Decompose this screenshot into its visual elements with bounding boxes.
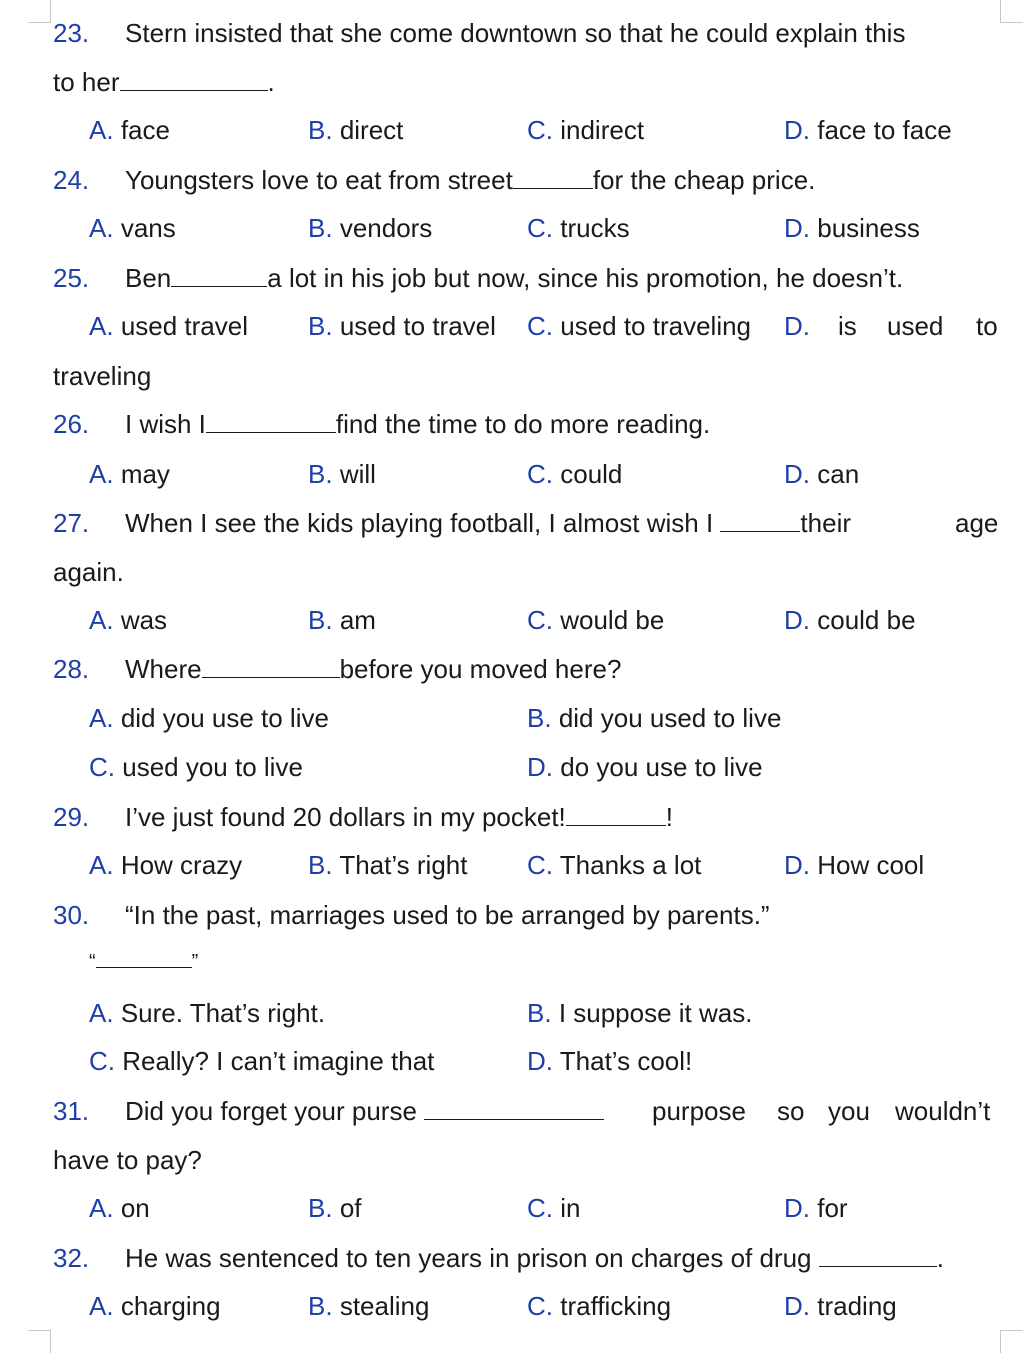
- question-text: for the cheap price.: [592, 165, 816, 195]
- question-number: 26.: [53, 409, 90, 439]
- option-letter: A.: [89, 311, 114, 341]
- option-text: could be: [817, 605, 916, 635]
- page-corner-mark: [1000, 1330, 1023, 1353]
- answer-blank: [424, 1093, 604, 1120]
- option-text: did you used to live: [558, 703, 782, 733]
- option-letter: A.: [89, 998, 114, 1028]
- option-letter: A.: [89, 213, 114, 243]
- question-text: their: [800, 508, 851, 538]
- option-text: on: [120, 1193, 150, 1223]
- option-letter: C.: [89, 752, 115, 782]
- question-text: “In the past, marriages used to be arranged by parents.”: [125, 900, 770, 930]
- option-a[interactable]: [89, 1190, 150, 1226]
- option-text: stealing: [339, 1291, 430, 1321]
- option-d[interactable]: [784, 308, 998, 344]
- option-letter: C.: [527, 1193, 553, 1223]
- option-c[interactable]: [527, 308, 751, 344]
- option-text: business: [817, 213, 920, 243]
- option-text: traveling: [53, 361, 152, 391]
- option-text: charging: [120, 1291, 221, 1321]
- option-letter: C.: [527, 1291, 553, 1321]
- option-a[interactable]: [89, 1288, 221, 1324]
- option-text: vendors: [339, 213, 433, 243]
- option-b[interactable]: [308, 308, 496, 344]
- question-text: again.: [53, 557, 124, 587]
- option-text: used to travel: [339, 311, 496, 341]
- question-number: 29.: [53, 802, 90, 832]
- option-letter: D.: [784, 850, 810, 880]
- question-text: Youngsters love to eat from street: [125, 165, 513, 195]
- answer-blank: [96, 945, 192, 968]
- page-corner-mark: [1000, 0, 1023, 23]
- option-letter: B.: [308, 459, 333, 489]
- option-letter: B.: [308, 1291, 333, 1321]
- option-text: used you to live: [122, 752, 303, 782]
- option-a[interactable]: [89, 210, 176, 246]
- option-text: may: [120, 459, 170, 489]
- option-text: used to traveling: [560, 311, 752, 341]
- option-text: trafficking: [560, 1291, 672, 1321]
- option-d[interactable]: [784, 602, 916, 638]
- question-text: age: [955, 508, 999, 538]
- answer-blank: [566, 799, 666, 826]
- option-letter: D.: [784, 213, 810, 243]
- page-corner-mark: [28, 0, 51, 23]
- question-number: 27.: [53, 508, 90, 538]
- answer-blank: [120, 64, 268, 91]
- option-b[interactable]: [308, 210, 432, 246]
- question-text: so: [777, 1096, 805, 1126]
- option-letter: A.: [89, 115, 114, 145]
- option-d[interactable]: [784, 112, 952, 148]
- option-letter: A.: [89, 703, 114, 733]
- option-letter: D.: [784, 459, 810, 489]
- option-letter: C.: [527, 311, 553, 341]
- question-text: Where: [125, 654, 202, 684]
- option-letter: A.: [89, 1193, 114, 1223]
- option-c[interactable]: [89, 1043, 434, 1079]
- option-text: could: [560, 459, 623, 489]
- option-text: will: [339, 459, 376, 489]
- punctuation: .: [936, 1243, 944, 1273]
- question-text: find the time to do more reading.: [335, 409, 711, 439]
- option-text: indirect: [560, 115, 645, 145]
- option-letter: D.: [784, 115, 810, 145]
- option-text: was: [120, 605, 168, 635]
- option-text: used: [887, 311, 944, 341]
- question-number: 30.: [53, 900, 90, 930]
- answer-blank: [202, 651, 340, 678]
- option-letter: D.: [784, 605, 810, 635]
- option-text: of: [339, 1193, 362, 1223]
- option-d[interactable]: [784, 1190, 848, 1226]
- option-text: face to face: [817, 115, 952, 145]
- option-c[interactable]: [527, 847, 701, 883]
- option-text: face: [120, 115, 170, 145]
- option-letter: B.: [527, 998, 552, 1028]
- option-letter: B.: [527, 703, 552, 733]
- option-text: How crazy: [120, 850, 243, 880]
- option-letter: D.: [784, 1291, 810, 1321]
- option-letter: A.: [89, 459, 114, 489]
- option-text: did you use to live: [120, 703, 329, 733]
- option-letter: C.: [527, 459, 553, 489]
- question-text: have to pay?: [53, 1145, 202, 1175]
- option-a[interactable]: [89, 456, 170, 492]
- option-b[interactable]: [308, 1288, 429, 1324]
- option-d[interactable]: [784, 847, 924, 883]
- question-text: I wish I: [125, 409, 206, 439]
- option-c[interactable]: [527, 210, 630, 246]
- option-a[interactable]: [89, 308, 248, 344]
- question-text: to her: [53, 67, 120, 97]
- option-letter: D.: [784, 1193, 810, 1223]
- option-text: trucks: [560, 213, 630, 243]
- punctuation: !: [665, 802, 674, 832]
- option-letter: D.: [527, 752, 553, 782]
- question-number: 31.: [53, 1096, 90, 1126]
- option-letter: A.: [89, 850, 114, 880]
- option-letter: B.: [308, 311, 333, 341]
- option-c[interactable]: [89, 749, 303, 785]
- question-text: a lot in his job but now, since his promotion, he doesn’t.: [267, 263, 904, 293]
- option-letter: A.: [89, 1291, 114, 1321]
- option-d[interactable]: [527, 749, 763, 785]
- punctuation: .: [267, 67, 275, 97]
- question-number: 23.: [53, 18, 90, 48]
- quote-mark: ”: [191, 951, 199, 973]
- option-letter: B.: [308, 1193, 333, 1223]
- option-text: to: [976, 311, 998, 341]
- option-a[interactable]: [89, 847, 242, 883]
- option-b[interactable]: [308, 602, 376, 638]
- answer-blank: [171, 260, 267, 287]
- option-text: That’s right: [339, 850, 468, 880]
- page-corner-mark: [28, 1330, 51, 1353]
- option-text: That’s cool!: [559, 1046, 693, 1076]
- question-text: He was sentenced to ten years in prison on charges of drug: [125, 1243, 812, 1273]
- question-text: purpose: [652, 1096, 746, 1126]
- question-text: Ben: [125, 263, 172, 293]
- option-a[interactable]: [89, 602, 167, 638]
- option-d[interactable]: [527, 1043, 692, 1079]
- option-d[interactable]: [784, 1288, 897, 1324]
- option-b[interactable]: [308, 1190, 362, 1226]
- option-letter: D.: [527, 1046, 553, 1076]
- answer-blank: [720, 505, 800, 532]
- option-letter: C.: [527, 605, 553, 635]
- question-text: you: [828, 1096, 870, 1126]
- option-text: for: [817, 1193, 848, 1223]
- question-text: I’ve just found 20 dollars in my pocket!: [125, 802, 566, 832]
- question-text: Stern insisted that she come downtown so that he could explain this: [125, 18, 906, 48]
- option-text: I suppose it was.: [558, 998, 753, 1028]
- question-number: 24.: [53, 165, 90, 195]
- option-letter: C.: [527, 850, 553, 880]
- question-text: before you moved here?: [339, 654, 622, 684]
- option-letter: B.: [308, 850, 333, 880]
- option-text: do you use to live: [560, 752, 763, 782]
- question-number: 28.: [53, 654, 90, 684]
- option-text: Sure. That’s right.: [120, 998, 326, 1028]
- option-a[interactable]: [89, 112, 170, 148]
- option-text: direct: [339, 115, 404, 145]
- option-c[interactable]: [527, 602, 664, 638]
- option-d[interactable]: [784, 456, 859, 492]
- option-text: would be: [560, 605, 665, 635]
- option-text: Really? I can’t imagine that: [122, 1046, 435, 1076]
- answer-blank: [513, 162, 593, 189]
- option-letter: A.: [89, 605, 114, 635]
- option-c[interactable]: [527, 1190, 580, 1226]
- option-letter: B.: [308, 115, 333, 145]
- option-text: used travel: [120, 311, 248, 341]
- option-text: trading: [817, 1291, 897, 1321]
- option-d[interactable]: [784, 210, 920, 246]
- option-text: is: [838, 311, 857, 341]
- question-number: 25.: [53, 263, 90, 293]
- question-text: When I see the kids playing football, I almost wish I: [125, 508, 714, 538]
- option-letter: D.: [784, 311, 810, 341]
- option-letter: B.: [308, 213, 333, 243]
- option-b[interactable]: [527, 700, 781, 736]
- option-text: vans: [120, 213, 176, 243]
- option-text: can: [817, 459, 860, 489]
- option-letter: C.: [89, 1046, 115, 1076]
- option-a[interactable]: [89, 700, 329, 736]
- option-b[interactable]: [308, 456, 376, 492]
- option-letter: C.: [527, 213, 553, 243]
- option-text: Thanks a lot: [559, 850, 702, 880]
- option-c[interactable]: [527, 456, 622, 492]
- question-number: 32.: [53, 1243, 90, 1273]
- option-text: in: [560, 1193, 581, 1223]
- question-text: Did you forget your purse: [125, 1096, 417, 1126]
- option-b[interactable]: [527, 995, 752, 1031]
- option-c[interactable]: [527, 112, 644, 148]
- option-c[interactable]: [527, 1288, 671, 1324]
- option-b[interactable]: [308, 112, 403, 148]
- answer-blank: [206, 406, 336, 433]
- option-a[interactable]: [89, 995, 325, 1031]
- option-b[interactable]: [308, 847, 467, 883]
- option-text: How cool: [817, 850, 925, 880]
- answer-blank: [819, 1240, 937, 1267]
- option-letter: C.: [527, 115, 553, 145]
- quote-mark: “: [89, 951, 96, 973]
- question-text: wouldn’t: [895, 1096, 991, 1126]
- option-text: am: [339, 605, 376, 635]
- option-letter: B.: [308, 605, 333, 635]
